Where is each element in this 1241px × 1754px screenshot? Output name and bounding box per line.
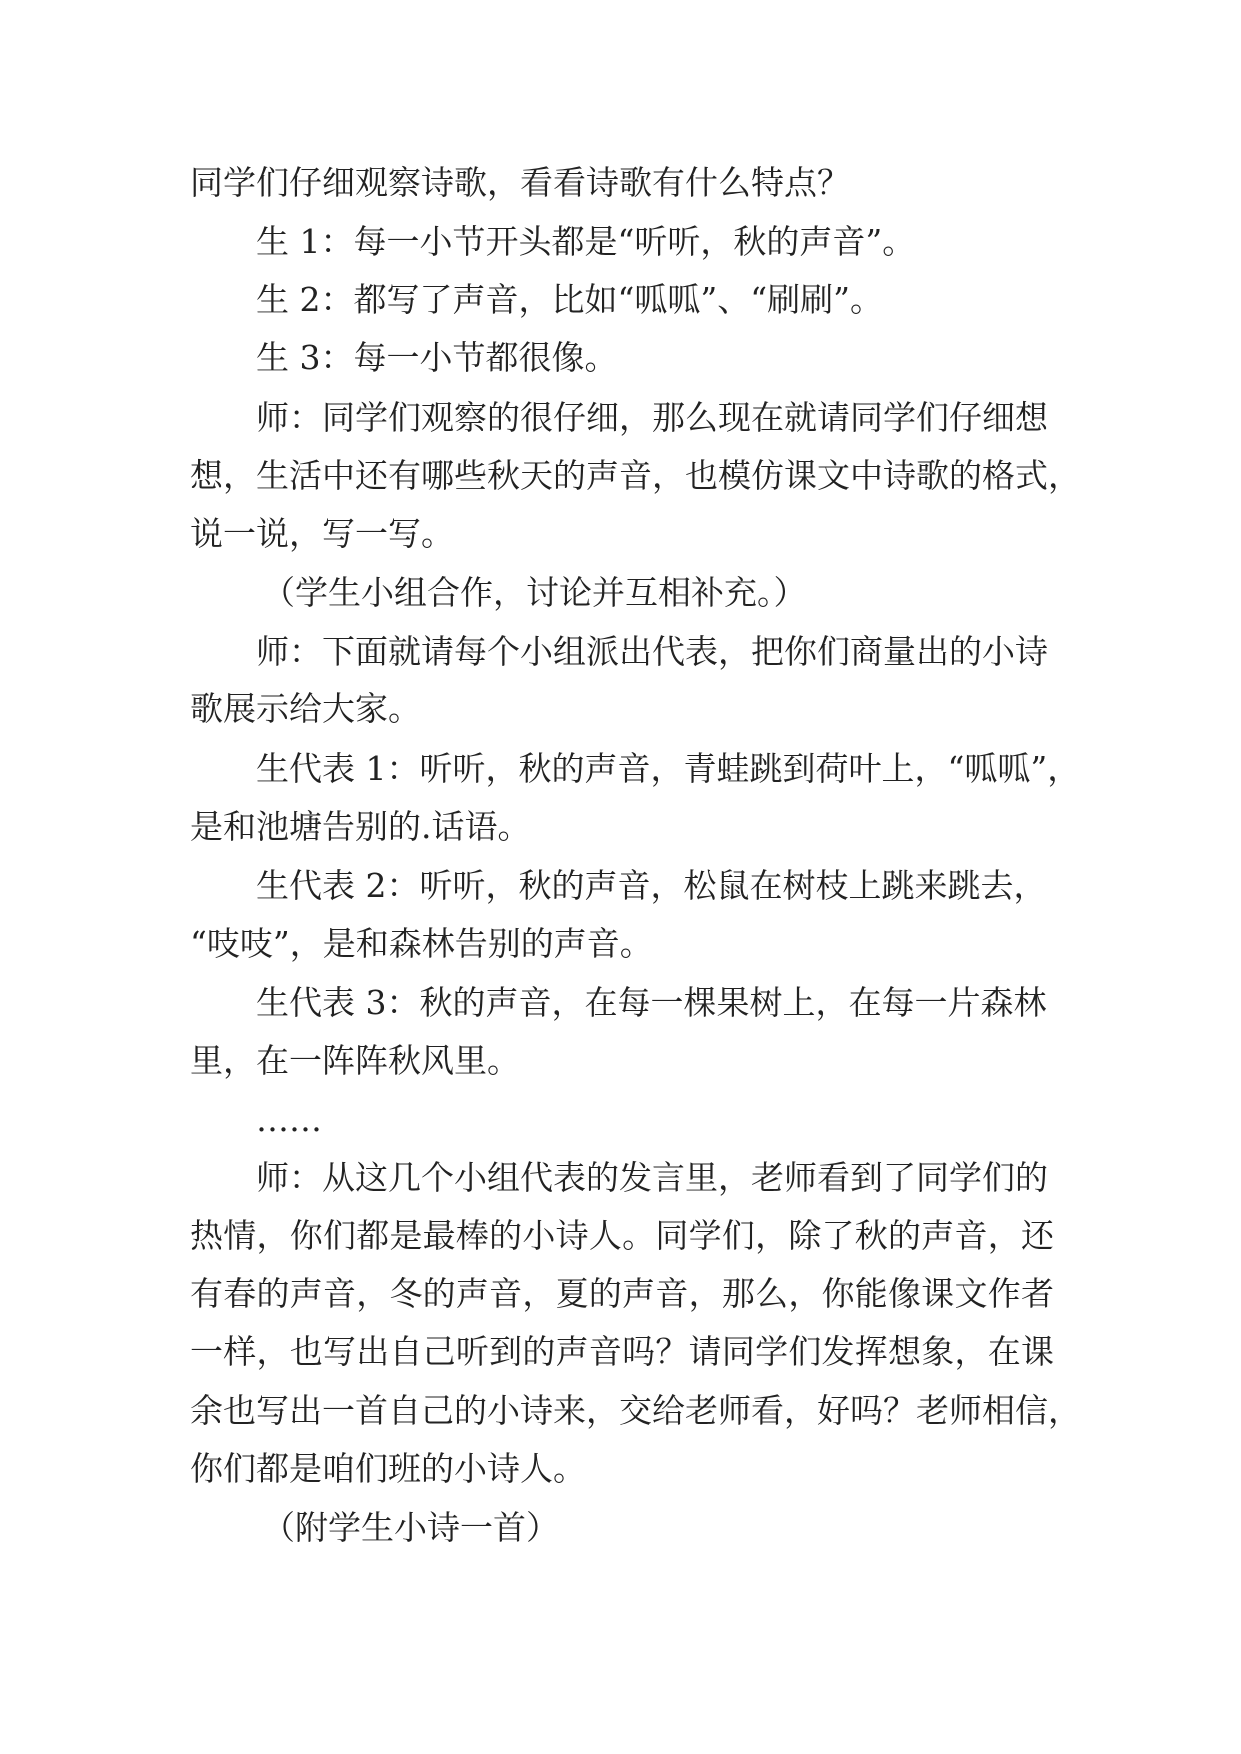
- text-line: 生 1：每一小节开头都是“听听，秋的声音”。: [256, 222, 916, 261]
- text-line: 生 3：每一小节都很像。: [256, 338, 618, 377]
- text-line: 想，生活中还有哪些秋天的声音，也模仿课文中诗歌的格式，: [190, 456, 1081, 495]
- text-line: “吱吱”，是和森林告别的声音。: [190, 924, 653, 963]
- text-line: （学生小组合作，讨论并互相补充。）: [262, 573, 807, 612]
- text-line: 余也写出一首自己的小诗来，交给老师看，好吗？老师相信，: [190, 1391, 1081, 1430]
- text-line: 师：从这几个小组代表的发言里，老师看到了同学们的: [256, 1158, 1048, 1197]
- text-line: 是和池塘告别的.话语。: [190, 807, 531, 846]
- text-line: 里，在一阵阵秋风里。: [190, 1041, 520, 1080]
- text-line: 生代表 2：听听，秋的声音，松鼠在树枝上跳来跳去，: [256, 866, 1047, 905]
- text-line: ……: [256, 1100, 322, 1139]
- text-line: 生代表 3：秋的声音，在每一棵果树上，在每一片森林: [256, 983, 1047, 1022]
- text-line: 生 2：都写了声音，比如“呱呱”、“刷刷”。: [256, 280, 883, 319]
- text-line: 一样，也写出自己听到的声音吗？请同学们发挥想象，在课: [190, 1332, 1054, 1371]
- text-line: 热情，你们都是最棒的小诗人。同学们，除了秋的声音，还: [190, 1216, 1054, 1255]
- text-line: 说一说，写一写。: [190, 514, 454, 553]
- text-line: （附学生小诗一首）: [262, 1508, 559, 1547]
- text-line: 歌展示给大家。: [190, 689, 421, 728]
- text-line: 你们都是咱们班的小诗人。: [190, 1449, 586, 1488]
- text-line: 生代表 1：听听，秋的声音，青蛙跳到荷叶上，“呱呱”，: [256, 749, 1081, 788]
- text-line: 师：下面就请每个小组派出代表，把你们商量出的小诗: [256, 632, 1048, 671]
- text-line: 师：同学们观察的很仔细，那么现在就请同学们仔细想: [256, 398, 1048, 437]
- text-line: 同学们仔细观察诗歌，看看诗歌有什么特点？: [190, 163, 850, 202]
- text-line: 有春的声音，冬的声音，夏的声音，那么，你能像课文作者: [190, 1274, 1054, 1313]
